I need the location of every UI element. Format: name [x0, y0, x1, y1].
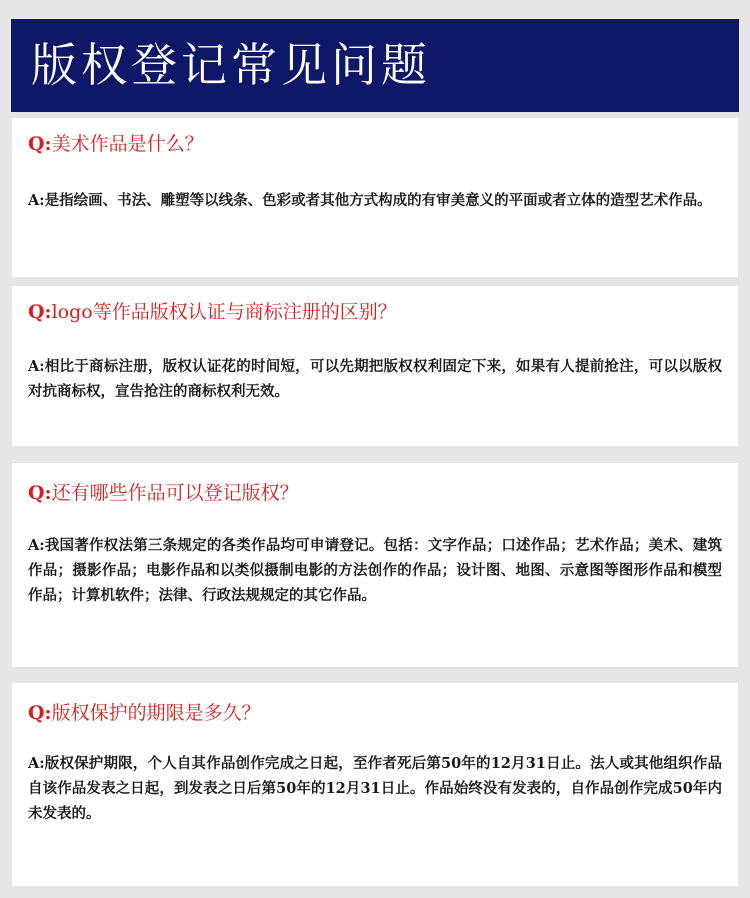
question-text: 版权保护的期限是多久？: [51, 702, 261, 724]
question-prefix: Q:: [28, 482, 52, 504]
faq-answer: [28, 188, 722, 213]
faq-card: [12, 463, 738, 667]
answer-text: 是指绘画、书法、雕塑等以线条、色彩或者其他方式构成的有审美意义的平面或者立体的造型艺术作品。: [44, 192, 712, 209]
faq-card: [12, 118, 738, 277]
answer-text: 我国著作权法第三条规定的各类作品均可申请登记。包括：文字作品；口述作品；艺术作品；美术、建筑作品；摄影作品；电影作品和以类似摄制电影的方法创作的作品；设计图、地图、示意图等图形作品和模型作品；计算机软件；法律、行政法规规定的其它作品。: [28, 537, 722, 604]
faq-answer: [28, 751, 722, 826]
question-text: 美术作品是什么？: [51, 133, 204, 155]
question-text: logo等作品版权认证与商标注册的区别？: [51, 301, 397, 323]
page-header: [11, 19, 739, 112]
question-text: 还有哪些作品可以登记版权？: [51, 482, 299, 504]
answer-prefix: A:: [28, 358, 45, 375]
page-title: 版权登记常见问题: [31, 38, 431, 92]
faq-answer: [28, 354, 722, 404]
faq-question: [28, 300, 397, 324]
faq-card: [12, 286, 738, 446]
answer-prefix: A:: [28, 755, 45, 772]
answer-prefix: A:: [28, 537, 45, 554]
faq-answer: [28, 533, 722, 608]
faq-question: [28, 481, 299, 505]
question-prefix: Q:: [28, 301, 52, 323]
faq-card: [12, 683, 738, 886]
faq-question: [28, 701, 261, 725]
answer-text: 版权保护期限，个人自其作品创作完成之日起，至作者死后第50年的12月31日止。法人或其他组织作品自该作品发表之日起，到发表之日后第50年的12月31日止。作品始终没有发表的，自作品创作完成50年内未发表的。: [28, 755, 722, 822]
answer-text: 相比于商标注册，版权认证花的时间短，可以先期把版权权利固定下来，如果有人提前抢注，可以以版权对抗商标权，宣告抢注的商标权利无效。: [28, 358, 722, 400]
faq-question: [28, 132, 204, 156]
question-prefix: Q:: [28, 133, 52, 155]
answer-prefix: A:: [28, 192, 45, 209]
question-prefix: Q:: [28, 702, 52, 724]
